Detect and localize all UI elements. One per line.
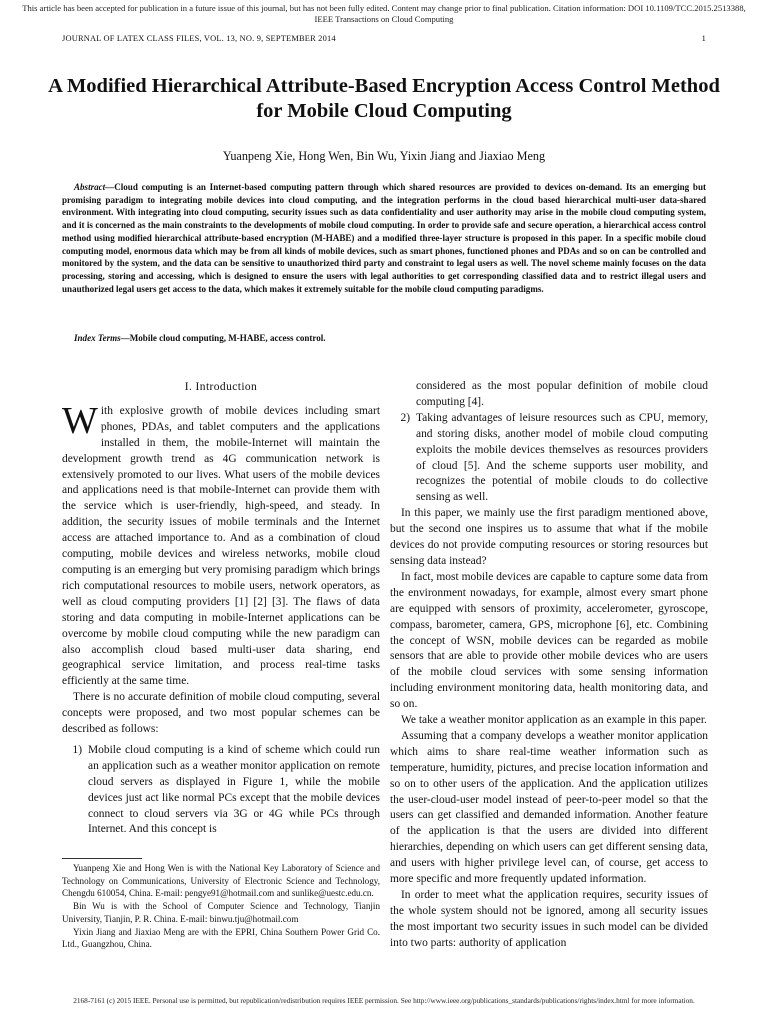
index-terms-text: —Mobile cloud computing, M-HABE, access control. [120,333,326,343]
section-heading: I. Introduction [184,381,258,393]
journal-info: JOURNAL OF LATEX CLASS FILES, VOL. 13, NO. 9, SEPTEMBER 2014 [62,34,336,43]
author-list: Yuanpeng Xie, Hong Wen, Bin Wu, Yixin Jiang and Jiaxiao Meng [222,149,546,163]
intro-paragraph-2: There is no accurate definition of mobile cloud computing, several concepts were proposed, and two most popular schemes can be described as follows: [62,691,380,736]
right-paragraph-1: In this paper, we mainly use the first paradigm mentioned above, but the second one inspires us to assume that what if the mobile devices do not provide computing resources or storing resources but sensing data instead? [390,507,708,567]
intro-paragraph-1-text: ith explosive growth of mobile devices including smart phones, PDAs, and tablet computers and the applications installed in them, the mobile-Internet will maintain the development growth trend as 4G communication network is extensively promoted to our lives. What users of the mobile devices and applications need is that mobile-Internet can provide them with the service which is user-friendly, high-speed, and steady. In addition, the security issues of mobile terminals and the Internet access are attached importance to. And as a combination of cloud computing, mobile devices and wireless networks, mobile cloud computing is an emerging but very promising paradigm which brings rich computational resources to mobile users, network operators, as well as cloud computing providers [1] [2] [3]. The flaws of data storing and data computing in mobile-Internet applications can be overcome by mobile cloud computing while the new paradigm can also accomplish cloud based multi-user data sharing, end geographical service limitation, and process real-time tasks efficiently at the same time. [62,404,380,688]
list-item-1-number: 1) [72,743,82,756]
footnote-2: Bin Wu is with the School of Computer Science and Technology, Tianjin University, Tianjin, P. R. China. E-mail: binwu.tju@hotmail.com [62,901,380,924]
drop-cap: W [62,399,98,442]
copyright-notice: 2168-7161 (c) 2015 IEEE. Personal use is permitted, but republication/redistribution requires IEEE permission. See http://www.ieee.org/publications_standards/publications/rights/index.html for more information. [73,996,695,1005]
running-header [62,34,706,43]
intro-paragraph-1 [62,399,380,690]
right-paragraph-3: We take a weather monitor application as an example in this paper. [401,714,707,727]
footnote-3: Yixin Jiang and Jiaxiao Meng are with the EPRI, China Southern Power Grid Co. Ltd., Guangzhou, China. [62,926,380,950]
list-item-1-continued-text: considered as the most popular definition of mobile cloud computing [4]. [416,380,708,408]
list-item-2-number: 2) [400,411,410,424]
footnote-separator [62,858,142,859]
list-item-1-continued [390,379,708,411]
abstract-text: —Cloud computing is an Internet-based computing pattern through which shared resources are provided to devices on-demand. Its an emerging but promising paradigm to integrating mobile devices into cloud computing, and the integration performs in the cloud based hierarchical multi-user data-shared environment. With integrating into cloud computing, security issues such as data confidentiality and user authority may arise in the mobile cloud computing system, and it is concerned as the main constraints to the developments of mobile cloud computing. In order to provide safe and secure operation, a hierarchical access control method using modified hierarchical attribute-based encryption (M-HABE) and a modified three-layer structure is proposed in this paper. In a specific mobile cloud computing model, enormous data which may be from all kinds of mobile devices, such as smart phones, functioned phones and PDAs and so on can be controlled and monitored by the system, and the data can be sensitive to unauthorized third party and constraint to legal users as well. The novel scheme mainly focuses on the data processing, storing and accessing, which is designed to ensure the users with legal authorities to get corresponding classified data and to restrict illegal users and unauthorized legal users get access to the data, which makes it extremely suitable for the mobile cloud computing paradigms. [62,182,706,294]
left-column [62,380,380,838]
abstract-label: Abstract [74,182,106,192]
list-item-1-text: Mobile cloud computing is a kind of scheme which could run an application such as a weather monitor application on remote cloud servers as displayed in Figure 1, while the mobile devices just act like normal PCs except that the mobile devices connect to cloud servers via 3G or 4G while PCs through Internet. And this concept is [88,743,380,836]
list-item-1 [62,743,380,838]
paper-title: A Modified Hierarchical Attribute-Based Encryption Access Control Method for Mobile Cloud Computing [48,75,720,122]
author-footnotes [62,858,380,951]
right-paragraph-2: In fact, most mobile devices are capable to capture some data from the environment nowadays, for example, almost every smart phone are equipped with sensors of proximity, accelerometer, gyroscope, compass, barometer, camera, GPS, microphone [6], etc. Combining the concept of WSN, mobile devices can be regarded as mobile sensors that are able to provide other mobile devices who are users of the mobile cloud services with some sensing information including environment monitoring data, health monitoring data, and so on. [390,570,708,711]
index-terms [74,333,706,343]
abstract [62,181,706,295]
list-item-2-text: Taking advantages of leisure resources such as CPU, memory, and storing disks, another model of mobile cloud computing exploits the mobile devices themselves as resources providers of cloud [5]. And the scheme supports user mobility, and recognizes the potential of mobile clouds to do collective sensing as well. [416,411,708,504]
index-terms-label: Index Terms [74,333,121,343]
footnote-1: Yuanpeng Xie and Hong Wen is with the National Key Laboratory of Science and Technology on Communications, University of Electronic Science and Technology, Chengdu 610054, China. E-mail: pengye91@hotmail.com and sunlike@uestc.edu.cn. [62,863,380,899]
publication-notice: This article has been accepted for publication in a future issue of this journal, but has not been fully edited. Content may change prior to final publication. Citation information: DOI 10.1109/TCC.2015.2513388, IEEE Transactions on Cloud Computing [22,3,746,24]
right-paragraph-4: Assuming that a company develops a weather monitor application which aims to share real-time weather information such as temperature, humidity, pictures, and precise location information and so on to other users of the application. And the application utilizes the user-cloud-user model instead of peer-to-peer model so that the users can get classified and demanded information. Another feature of the application is that the users are divided into different hierarchies, depending on which users can get different sensing data, and users with higher privilege level can, of course, get access to more specific and more frequently updated information. [390,729,708,886]
page-number: 1 [701,34,706,43]
right-column [390,379,708,952]
list-item-2 [390,411,708,506]
right-paragraph-5: In order to meet what the application requires, security issues of the whole system should not be ignored, among all security issues the most important two security issues in such model can be divided into two parts: authority of application [390,889,708,949]
